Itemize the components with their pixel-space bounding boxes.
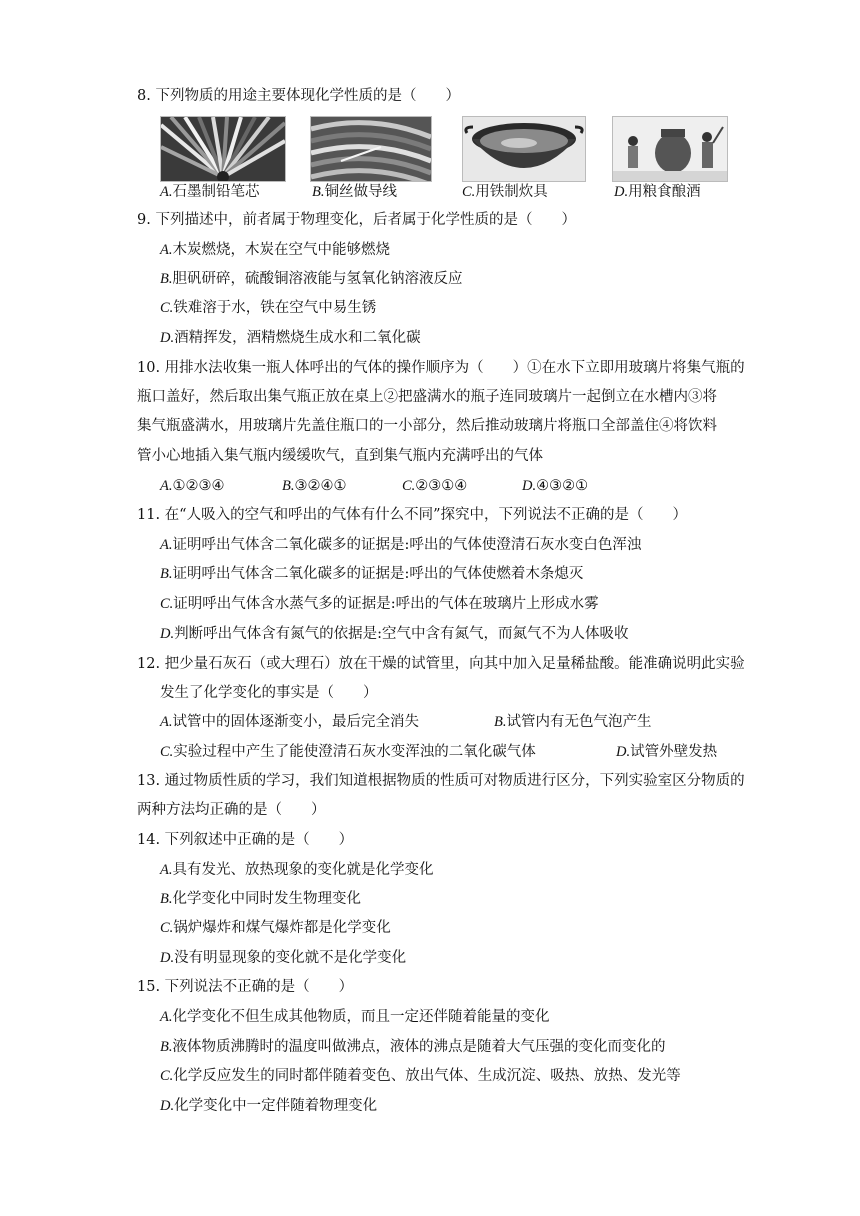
option-label: C. [160,1068,174,1084]
question-13-line-1: 13. 通过物质性质的学习，我们知道根据物质的性质可对物质进行区分，下列实验室区分物质的 [137,773,745,789]
option-11b [160,564,583,584]
copper-wires-image [310,116,432,182]
option-12c [160,742,536,762]
option-15d [160,1096,377,1116]
option-12b [494,712,651,732]
option-label: A. [160,478,173,494]
option-14c [160,918,391,938]
option-label: B. [160,271,173,287]
option-10c [402,476,467,496]
option-label: C. [160,920,174,936]
option-text: 证明呼出气体含二氧化碳多的证据是:呼出的气体使澄清石灰水变白色浑浊 [172,537,642,553]
option-text: 铜丝做导线 [324,184,397,200]
option-text: 石墨制铅笔芯 [172,184,260,200]
option-9a [160,240,390,260]
option-14b [160,889,361,909]
question-8-stem: 8. 下列物质的用途主要体现化学性质的是（ ） [137,88,460,104]
option-label: A. [160,537,173,553]
option-text: 锅炉爆炸和煤气爆炸都是化学变化 [173,920,391,936]
option-15a [160,1007,549,1027]
option-14a [160,860,433,880]
iron-wok-image [462,116,586,182]
option-15b [160,1037,665,1057]
option-9d [160,328,421,348]
question-14-stem: 14. 下列叙述中正确的是（ ） [137,832,354,848]
option-text: ③②④① [294,478,347,494]
option-8d [614,182,701,202]
option-text: ①②③④ [172,478,225,494]
option-label: B. [160,1039,173,1055]
question-10-line-2: 瓶口盖好，然后取出集气瓶正放在桌上②把盛满水的瓶子连同玻璃片一起倒立在水槽内③将 [137,389,717,405]
option-label: C. [160,596,174,612]
question-10-line-4: 管小心地插入集气瓶内缓缓吹气，直到集气瓶内充满呼出的气体 [137,448,543,464]
option-label: C. [160,300,174,316]
question-13-line-2: 两种方法均正确的是（ ） [137,802,326,818]
option-10b [282,476,346,496]
option-label: B. [160,891,173,907]
option-label: B. [282,478,295,494]
option-text: 用粮食酿酒 [628,184,701,200]
option-11c [160,594,599,614]
option-15c [160,1066,681,1086]
option-8c [462,182,548,202]
option-label: C. [462,184,476,200]
option-9c [160,298,376,318]
option-text: 铁难溶于水，铁在空气中易生锈 [173,300,377,316]
option-label: A. [160,862,173,878]
option-label: A. [160,184,173,200]
option-text: 证明呼出气体含二氧化碳多的证据是:呼出的气体使燃着木条熄灭 [172,566,584,582]
option-label: D. [160,330,175,346]
option-label: A. [160,1009,173,1025]
option-label: D. [522,478,537,494]
option-text: 证明呼出气体含水蒸气多的证据是:呼出的气体在玻璃片上形成水雾 [173,596,599,612]
option-text: 试管中的固体逐渐变小，最后完全消失 [172,714,419,730]
pencils-image [160,116,286,182]
option-text: 酒精挥发，酒精燃烧生成水和二氧化碳 [174,330,421,346]
option-label: B. [494,714,507,730]
option-text: 化学变化不但生成其他物质，而且一定还伴随着能量的变化 [172,1009,550,1025]
option-label: D. [160,1098,175,1114]
option-11a [160,535,641,555]
option-text: 试管外壁发热 [630,744,718,760]
option-label: A. [160,242,173,258]
option-text: 没有明显现象的变化就不是化学变化 [174,950,407,966]
option-label: D. [160,626,175,642]
option-text: 实验过程中产生了能使澄清石灰水变浑浊的二氧化碳气体 [173,744,536,760]
option-text: 化学变化中一定伴随着物理变化 [174,1098,378,1114]
option-14d [160,948,406,968]
option-label: D. [614,184,629,200]
question-15-stem: 15. 下列说法不正确的是（ ） [137,979,354,995]
option-label: A. [160,714,173,730]
option-9b [160,269,462,289]
option-text: 试管内有无色气泡产生 [506,714,652,730]
question-10-line-3: 集气瓶盛满水，用玻璃片先盖住瓶口的一小部分，然后推动玻璃片将瓶口全部盖住④将饮料 [137,418,717,434]
option-8a [160,182,259,202]
option-text: 化学变化中同时发生物理变化 [172,891,361,907]
option-text: 具有发光、放热现象的变化就是化学变化 [172,862,434,878]
option-10a [160,476,224,496]
question-12-line-2: 发生了化学变化的事实是（ ） [160,685,378,701]
option-text: 判断呼出气体含有氮气的依据是:空气中含有氮气，而氮气不为人体吸收 [174,626,629,642]
option-text: 液体物质沸腾时的温度叫做沸点，液体的沸点是随着大气压强的变化而变化的 [172,1039,666,1055]
option-text: ④③②① [536,478,589,494]
option-label: D. [616,744,631,760]
option-text: 木炭燃烧，木炭在空气中能够燃烧 [172,242,390,258]
option-label: B. [312,184,325,200]
question-10-line-1: 10. 用排水法收集一瓶人体呼出的气体的操作顺序为（ ）①在水下立即用玻璃片将集气瓶的 [137,360,745,376]
wine-brewing-image [612,116,728,182]
question-12-line-1: 12. 把少量石灰石（或大理石）放在干燥的试管里，向其中加入足量稀盐酸。能准确说明此实验 [137,656,745,672]
option-12a [160,712,419,732]
option-label: B. [160,566,173,582]
question-9-stem: 9. 下列描述中，前者属于物理变化，后者属于化学性质的是（ ） [137,212,576,228]
option-label: D. [160,950,175,966]
option-label: C. [160,744,174,760]
option-label: C. [402,478,416,494]
option-text: 化学反应发生的同时都伴随着变色、放出气体、生成沉淀、吸热、放热、发光等 [173,1068,681,1084]
question-11-stem: 11. 在“人吸入的空气和呼出的气体有什么不同”探究中，下列说法不正确的是（ ） [137,507,687,523]
option-text: 胆矾研碎，硫酸铜溶液能与氢氧化钠溶液反应 [172,271,463,287]
option-text: 用铁制炊具 [475,184,548,200]
option-11d [160,624,629,644]
option-12d [616,742,717,762]
option-text: ②③①④ [415,478,468,494]
option-10d [522,476,588,496]
option-8b [312,182,397,202]
